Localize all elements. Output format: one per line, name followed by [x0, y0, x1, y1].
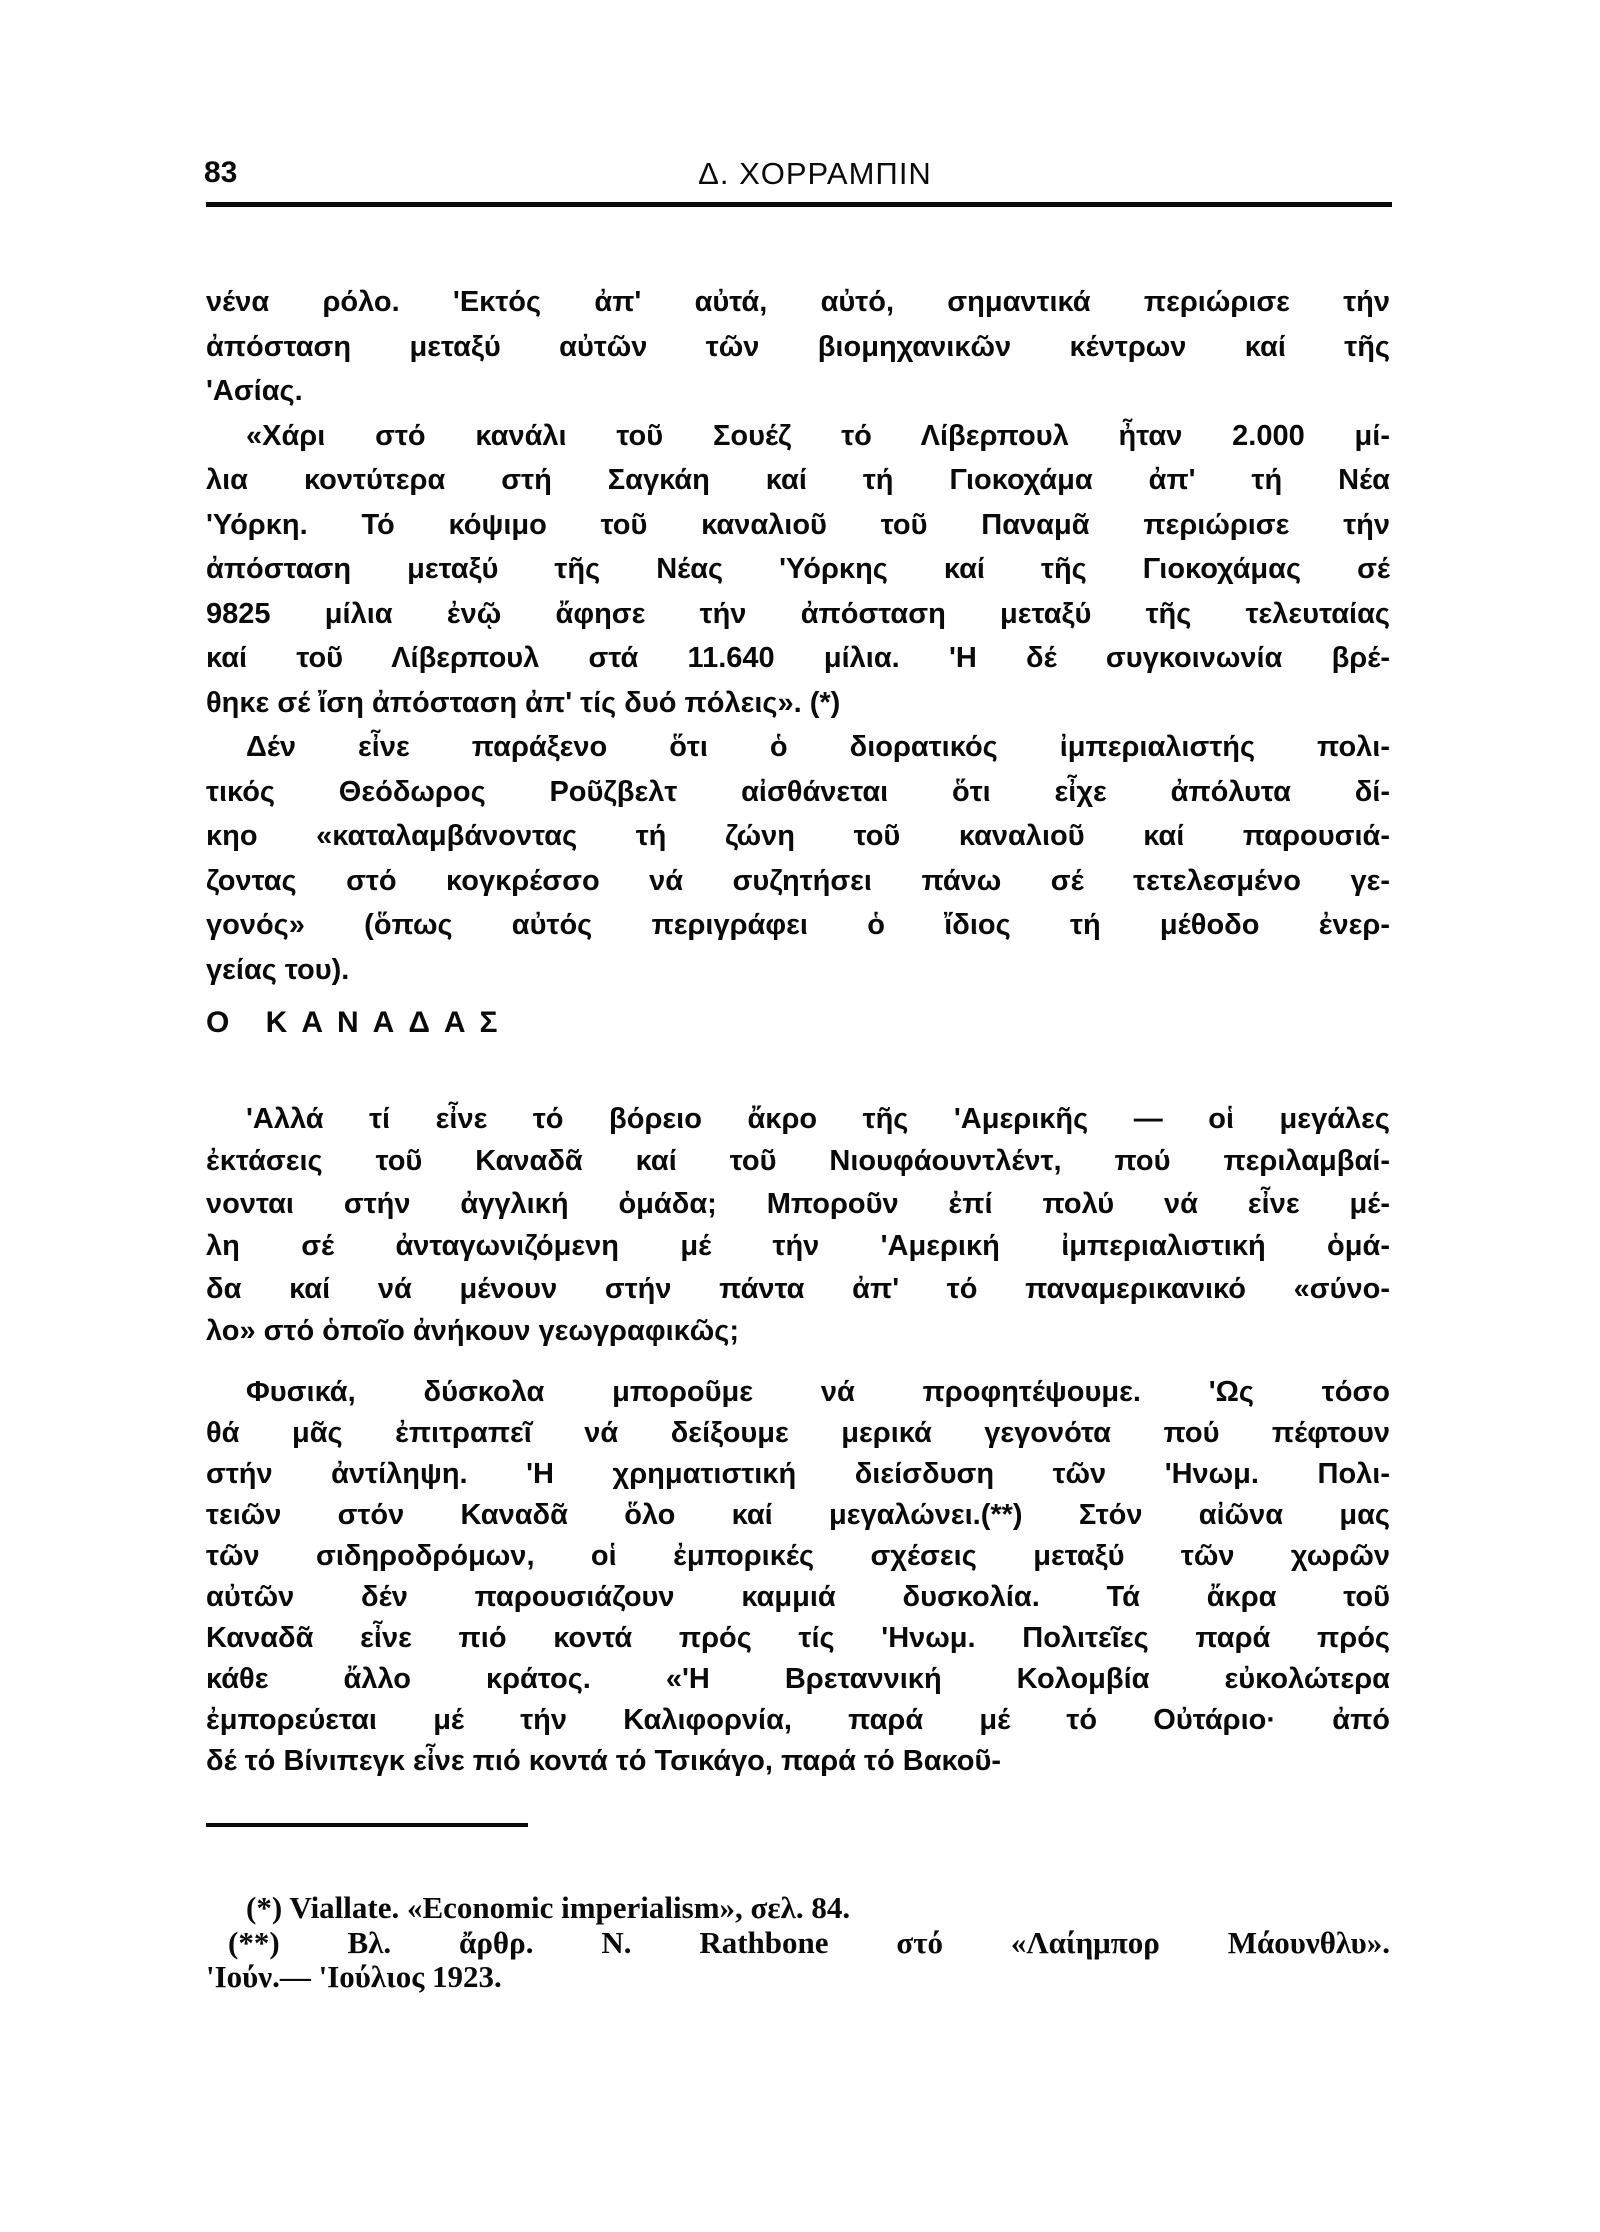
body-section-1 — [206, 280, 1390, 992]
text-line: Δέν εἶνε παράξενο ὅτι ὁ διορατικός ἰμπεριαλιστής πολι- — [246, 731, 1390, 763]
text-line: κηο «καταλαμβάνοντας τή ζώνη τοῦ καναλιοῦ καί παρουσιά- — [206, 820, 1390, 852]
header-rule — [206, 202, 1392, 207]
text-line: λη σέ ἀνταγωνιζόμενη μέ τήν 'Αμερική ἰμπεριαλιστική ὁμά- — [206, 1230, 1390, 1263]
text-line: ζοντας στό κογκρέσσο νά συζητήσει πάνω σέ τετελεσμένο γε- — [206, 864, 1390, 897]
text-line: ἐμπορεύεται μέ τήν Καλιφορνία, παρά μέ τό Οὐτάριο· ἀπό — [206, 1704, 1390, 1736]
text-line: δα καί νά μένουν στήν πάντα ἀπ' τό παναμερικανικό «σύνο- — [206, 1272, 1390, 1305]
text-line: θά μᾶς ἐπιτραπεῖ νά δείξουμε μερικά γεγονότα πού πέφτουν — [206, 1417, 1390, 1449]
text-line: 'Αλλά τί εἶνε τό βόρειο ἄκρο τῆς 'Αμερικῆς — οἱ μεγάλες — [246, 1103, 1390, 1135]
text-line: τειῶν στόν Καναδᾶ ὅλο καί μεγαλώνει.(**) Στόν αἰῶνα μας — [206, 1499, 1390, 1531]
text-line: γείας του). — [206, 953, 350, 986]
text-line: νένα ρόλο. 'Εκτός ἀπ' αὐτά, αὐτό, σημαντικά περιώρισε τήν — [206, 286, 1390, 318]
text-line: λια κοντύτερα στή Σαγκάη καί τή Γιοκοχάμα ἀπ' τή Νέα — [206, 464, 1390, 496]
text-line: στήν ἀντίληψη. 'Η χρηματιστική διείσδυση τῶν 'Ηνωμ. Πολι- — [206, 1458, 1390, 1490]
text-line: γονός» (ὅπως αὐτός περιγράφει ὁ ἴδιος τή μέθοδο ἐνερ- — [206, 909, 1390, 941]
footnote-2: (**) Βλ. ἄρθρ. N. Rathbone στό «Λαίημπορ Μάουνθλυ». — [228, 1925, 1390, 1960]
text-line: 'Ασίας. — [206, 375, 303, 407]
paragraph — [206, 725, 1390, 992]
page-number: 83 — [204, 156, 238, 189]
text-line: Καναδᾶ εἶνε πιό κοντά πρός τίς 'Ηνωμ. Πολιτεῖες παρά πρός — [206, 1622, 1390, 1654]
text-line: λο» στό ὁποῖο ἀνήκουν γεωγραφικῶς; — [206, 1314, 740, 1347]
text-line: αὐτῶν δέν παρουσιάζουν καμμιά δυσκολία. Τά ἄκρα τοῦ — [206, 1581, 1390, 1613]
text-line: ἀπόσταση μεταξύ τῆς Νέας 'Υόρκης καί τῆς Γιοκοχάμας σέ — [206, 553, 1390, 585]
text-line: νονται στήν ἀγγλική ὁμάδα; Μποροῦν ἐπί πολύ νά εἶνε μέ- — [206, 1187, 1390, 1220]
body-section-2 — [206, 1098, 1390, 1352]
text-line: ἐκτάσεις τοῦ Καναδᾶ καί τοῦ Νιουφάουντλέντ, πού περιλαμβαί- — [206, 1145, 1390, 1178]
running-title: Δ. ΧΟΡΡΑΜΠΙΝ — [698, 156, 932, 191]
footnote-1: (*) Viallate. «Economic imperialism», σελ. 84. — [246, 1890, 851, 1925]
text-line: Φυσικά, δύσκολα μποροῦμε νά προφητέψουμε. 'Ως τόσο — [246, 1376, 1390, 1408]
paragraph — [206, 1372, 1390, 1782]
text-line: καί τοῦ Λίβερπουλ στά 11.640 μίλια. 'Η δέ συγκοινωνία βρέ- — [206, 642, 1390, 674]
text-line: 'Υόρκη. Τό κόψιμο τοῦ καναλιοῦ τοῦ Παναμᾶ περιώρισε τήν — [206, 508, 1390, 541]
text-line: «Χάρι στό κανάλι τοῦ Σουέζ τό Λίβερπουλ ἦταν 2.000 μί- — [246, 419, 1390, 452]
text-line: τικός Θεόδωρος Ροῦζβελτ αἰσθάνεται ὅτι εἶχε ἀπόλυτα δί- — [206, 775, 1390, 808]
text-line: δέ τό Βίνιπεγκ εἶνε πιό κοντά τό Τσικάγο, παρά τό Βακοῦ- — [206, 1745, 1001, 1777]
text-line: κάθε ἄλλο κράτος. «'Η Βρεταννική Κολομβία εὐκολώτερα — [206, 1663, 1390, 1695]
text-line: θηκε σέ ἴση ἀπόσταση ἀπ' τίς δυό πόλεις». (*) — [206, 686, 841, 719]
paragraph — [206, 280, 1390, 414]
text-line: 9825 μίλια ἐνῷ ἄφησε τήν ἀπόσταση μεταξύ τῆς τελευταίας — [206, 597, 1390, 630]
footnote-rule — [206, 1823, 528, 1827]
text-line: τῶν σιδηροδρόμων, οἱ ἐμπορικές σχέσεις μεταξύ τῶν χωρῶν — [206, 1540, 1390, 1572]
paragraph — [206, 414, 1390, 726]
section-heading: Ο ΚΑΝΑΔΑΣ — [206, 1006, 512, 1039]
footnote-2-continued: 'Ιούν.— 'Ιούλιος 1923. — [206, 1959, 502, 1994]
body-section-3 — [206, 1372, 1390, 1782]
paragraph — [206, 1098, 1390, 1352]
text-line: ἀπόσταση μεταξύ αὐτῶν τῶν βιομηχανικῶν κέντρων καί τῆς — [206, 330, 1390, 363]
